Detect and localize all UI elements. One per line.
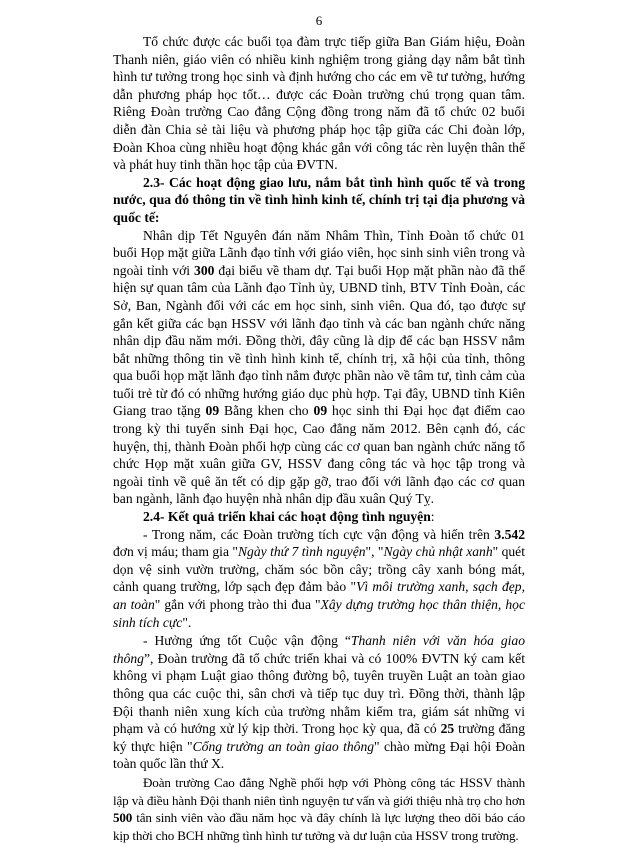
bold-number: 500 bbox=[113, 810, 133, 826]
italic-phrase: Thanh niên với văn hóa giao thông bbox=[113, 633, 525, 666]
italic-phrase: Ngày chủ nhật xanh bbox=[383, 544, 493, 560]
text-run: học sinh thi Đại học đạt điểm cao trong kỳ thi tuyển sinh Đại học, Cao đẳng năm 2012. Bên cạnh đó, các huyện, thị, thành Đoàn phối hợp cùng các cơ quan ban ngành chức năng tổ chức Họp mặt xuân giữa GV, HSSV đang công tác và học tập trong và ngoài tỉnh về quê ăn tết có dịp gặp gỡ, trao đổi với lãnh đạo các cơ quan ban ngành, lãnh đạo huyện nhà nhân dịp đầu xuân Quý Tỵ. bbox=[113, 403, 525, 507]
italic-phrase: Xây dựng trường học thân thiện, học sinh tích cực bbox=[113, 597, 525, 630]
text-run: ". bbox=[182, 614, 192, 630]
page-number: 6 bbox=[315, 13, 323, 28]
document-body bbox=[113, 33, 525, 844]
text-run: - Trong năm, các Đoàn trường tích cực vận động và hiến trên bbox=[143, 526, 495, 542]
text-run: Nhân dịp Tết Nguyên đán năm Nhâm Thìn, Tỉnh Đoàn tổ chức 01 buổi Họp mặt giữa Lãnh đạo tỉnh với giáo viên, học sinh sinh viên trong và ngoài tỉnh với bbox=[113, 227, 525, 278]
bold-number: 09 bbox=[313, 403, 328, 419]
text-run: tân sinh viên vào đầu năm học và đây chính là lực lượng theo dõi báo cáo kịp thời cho BCH những tình hình tư tưởng và dư luận của HSSV trong trường. bbox=[113, 810, 525, 843]
paragraph-traffic-culture bbox=[113, 632, 525, 773]
paragraph-discussion-sessions: Tổ chức được các buổi tọa đàm trực tiếp giữa Ban Giám hiệu, Đoàn Thanh niên, giáo viên có nhiều kinh nghiệm trong giảng dạy nắm bắt tình hình tư tưởng trong học sinh và định hướng cho các em về tư tưởng, hướng dẫn phương pháp học tốt… được các Đoàn trường chú trọng quan tâm. Riêng Đoàn trường Cao đẳng Cộng đồng trong năm đã tổ chức 02 buổi diễn đàn Chia sẻ tài liệu và phương pháp học tập giữa các Chi đoàn lớp, Đoàn Khoa cùng nhiều hoạt động khác gắn với công tác rèn luyện thân thể và phát huy tinh thần học tập của ĐVTN. bbox=[113, 34, 525, 173]
text-run: đơn vị máu; tham gia " bbox=[113, 544, 238, 560]
bold-number: 09 bbox=[205, 403, 220, 419]
text-run: " gắn với phong trào thi đua " bbox=[154, 597, 321, 612]
bold-number: 3.542 bbox=[494, 526, 525, 542]
paragraph-vocational-college bbox=[113, 774, 525, 844]
section-heading-2-3: 2.3- Các hoạt động giao lưu, nắm bắt tình hình quốc tế và trong nước, qua đó thông tin về tình hình kinh tế, chính trị tại địa phương và quốc tế: bbox=[113, 174, 525, 225]
text-run: Đoàn trường Cao đẳng Nghề phối hợp với Phòng công tác HSSV thành lập và điều hành Đội thanh niên tình nguyện tư vấn và giới thiệu nhà trọ cho hơn bbox=[113, 774, 525, 808]
bold-number: 25 bbox=[440, 721, 455, 737]
section-heading-2-4 bbox=[113, 508, 525, 526]
text-run: trường đăng ký thực hiện " bbox=[113, 721, 525, 754]
italic-phrase: Cổng trường an toàn giao thông bbox=[192, 738, 375, 754]
text-run: Bằng khen cho bbox=[219, 403, 314, 419]
italic-phrase: Vì môi trường xanh, sạch đẹp, an toàn bbox=[113, 579, 526, 612]
bold-number: 300 bbox=[194, 262, 215, 278]
paragraph-tet-meeting bbox=[113, 227, 525, 509]
text-run: đại biểu về tham dự. Tại buổi Họp mặt phần nào đã thể hiện sự quan tâm của Lãnh đạo Tỉnh ủy, UBND tỉnh, BTV Tỉnh Đoàn, các Sở, Ban, Ngành đối với các em học sinh, sinh viên. Qua đó, tạo được sự gắn kết giữa các bạn HSSV với lãnh đạo tỉnh và các ban ngành chức năng nhân dịp đầu năm mới. Đồng thời, đây cũng là dịp để các bạn HSSV nắm bắt những thông tin về tình hình kinh tế, chính trị, xã hội của tỉnh, thông qua buổi họp mặt lãnh đạo tỉnh nắm được phần nào về tâm tư, tình cảm của tuổi trẻ từ đó có những hướng giáo dục phù hợp. Tại đây, UBND tỉnh Kiên Giang trao tặng bbox=[113, 262, 525, 419]
heading-text: 2.4- Kết quả triển khai các hoạt động tình nguyện bbox=[143, 509, 431, 525]
text-run: " quét dọn vệ sinh vườn trường, chăm sóc bồn cây; trồng cây xanh bóng mát, cảnh quang trường, lớp sạch đẹp đảm bảo " bbox=[113, 544, 525, 595]
text-run: - Hưởng ứng tốt Cuộc vận động “ bbox=[143, 633, 351, 649]
italic-phrase: Ngày thứ 7 tình nguyện bbox=[237, 544, 366, 560]
paragraph-volunteer-blood bbox=[113, 526, 525, 632]
text-run: " chào mừng Đại hội Đoàn toàn quốc lần thứ X. bbox=[113, 738, 525, 772]
text-run: ”, Đoàn trường đã tổ chức triển khai và có 100% ĐVTN ký cam kết không vi phạm Luật giao thông đường bộ, tuyên truyền Luật an toàn giao thông qua các cuộc thi, sân chơi và tiếp tục duy trì. Đồng thời, thành lập Đội thanh niên xung kích của trường nhằm kiểm tra, giám sát những vi phạm và có hướng xử lý kịp thời. Trong học kỳ qua, đã có bbox=[113, 650, 525, 737]
heading-colon: : bbox=[430, 509, 435, 525]
text-run: ", " bbox=[365, 544, 384, 560]
